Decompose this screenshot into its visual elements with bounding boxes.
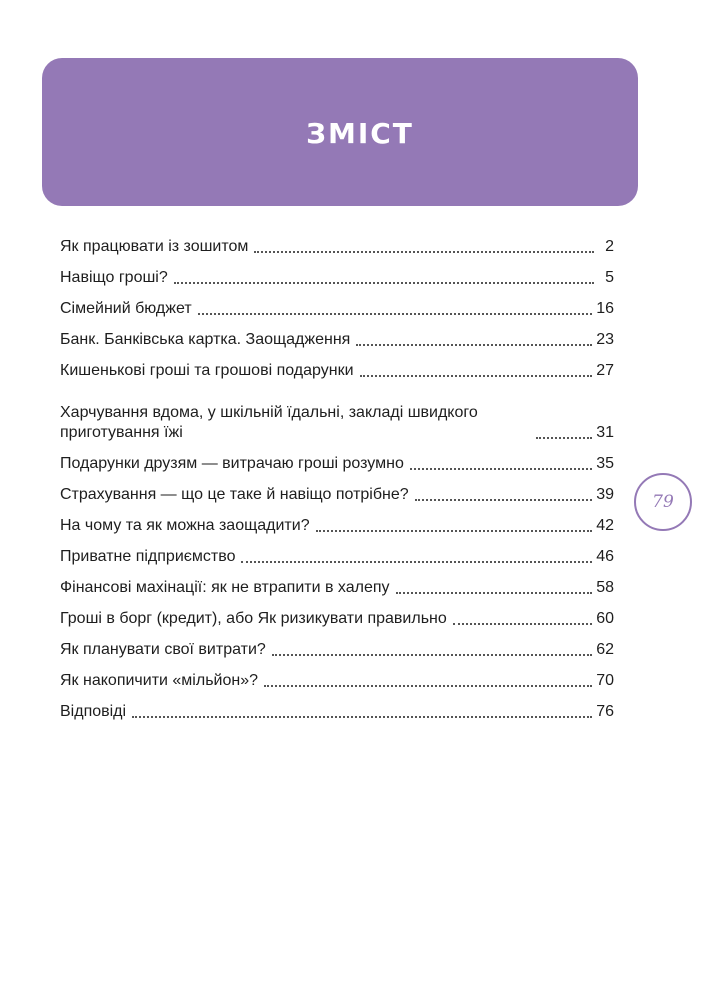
toc-item-page: 76: [596, 703, 614, 720]
dot-leader: [241, 561, 592, 563]
toc-item[interactable]: [60, 505, 614, 536]
toc-item[interactable]: [60, 660, 614, 691]
toc-item-page: 35: [596, 455, 614, 472]
toc-item[interactable]: [60, 598, 614, 629]
toc-item[interactable]: [60, 474, 614, 505]
toc-item[interactable]: [60, 381, 614, 443]
toc-item-title: Гроші в борг (кредит), або Як ризикувати правильно: [60, 610, 447, 627]
page-number-badge: [634, 473, 692, 531]
toc-item[interactable]: [60, 350, 614, 381]
toc-item-title: Як накопичити «мільйон»?: [60, 672, 258, 689]
toc-item-page: 42: [596, 517, 614, 534]
toc-item-title: Приватне підприємство: [60, 548, 236, 565]
dot-leader: [356, 344, 592, 346]
toc-item[interactable]: [60, 288, 614, 319]
toc-item-page: 62: [596, 641, 614, 658]
toc-item-page: 58: [596, 579, 614, 596]
dot-leader: [316, 530, 593, 532]
toc-item-title: Кишенькові гроші та грошові подарунки: [60, 362, 354, 379]
dot-leader: [360, 375, 593, 377]
toc-item-title: Подарунки друзям — витрачаю гроші розумно: [60, 455, 404, 472]
toc-item-page: 23: [596, 331, 614, 348]
toc-item-page: 5: [605, 269, 614, 286]
dot-leader: [396, 592, 593, 594]
toc-item[interactable]: [60, 536, 614, 567]
toc-item[interactable]: [60, 226, 614, 257]
toc-item-title: Страхування — що це таке й навіщо потрібне?: [60, 486, 409, 503]
toc-item[interactable]: [60, 567, 614, 598]
dot-leader: [198, 313, 593, 315]
toc-item[interactable]: [60, 319, 614, 350]
dot-leader: [132, 716, 592, 718]
toc-item-page: 39: [596, 486, 614, 503]
page-number: 79: [652, 492, 674, 512]
toc-item-page: 60: [596, 610, 614, 627]
toc-item-title: Як планувати свої витрати?: [60, 641, 266, 658]
dot-leader: [174, 282, 594, 284]
toc-item-title: Відповіді: [60, 703, 127, 720]
dot-leader: [415, 499, 593, 501]
toc-item-title: Банк. Банківська картка. Заощадження: [60, 331, 351, 348]
dot-leader: [453, 623, 592, 625]
toc-item-page: 27: [596, 362, 614, 379]
toc-item[interactable]: [60, 629, 614, 660]
toc-item-title: На чому та як можна заощадити?: [60, 517, 310, 534]
toc-item-page: 70: [596, 672, 614, 689]
toc-item-page: 46: [596, 548, 614, 565]
toc-item[interactable]: [60, 257, 614, 288]
toc-item-title: Харчування вдома, у шкільній їдальні, закладі швидкого приготування їжі: [60, 404, 478, 441]
dot-leader: [410, 468, 592, 470]
table-of-contents: [60, 226, 614, 722]
toc-item-title: Навіщо гроші?: [60, 269, 168, 286]
page-title: ЗМІСТ: [306, 117, 414, 150]
toc-item[interactable]: [60, 443, 614, 474]
toc-item-title: Як працювати із зошитом: [60, 238, 249, 255]
dot-leader: [264, 685, 592, 687]
dot-leader: [254, 251, 594, 253]
toc-item-title: Фінансові махінації: як не втрапити в халепу: [60, 579, 390, 596]
toc-item-page: 16: [596, 300, 614, 317]
toc-item-title: Сімейний бюджет: [60, 300, 192, 317]
toc-item-page: 2: [605, 238, 614, 255]
toc-item[interactable]: [60, 691, 614, 722]
toc-item-page: 31: [596, 424, 614, 441]
dot-leader: [536, 437, 592, 439]
dot-leader: [272, 654, 592, 656]
